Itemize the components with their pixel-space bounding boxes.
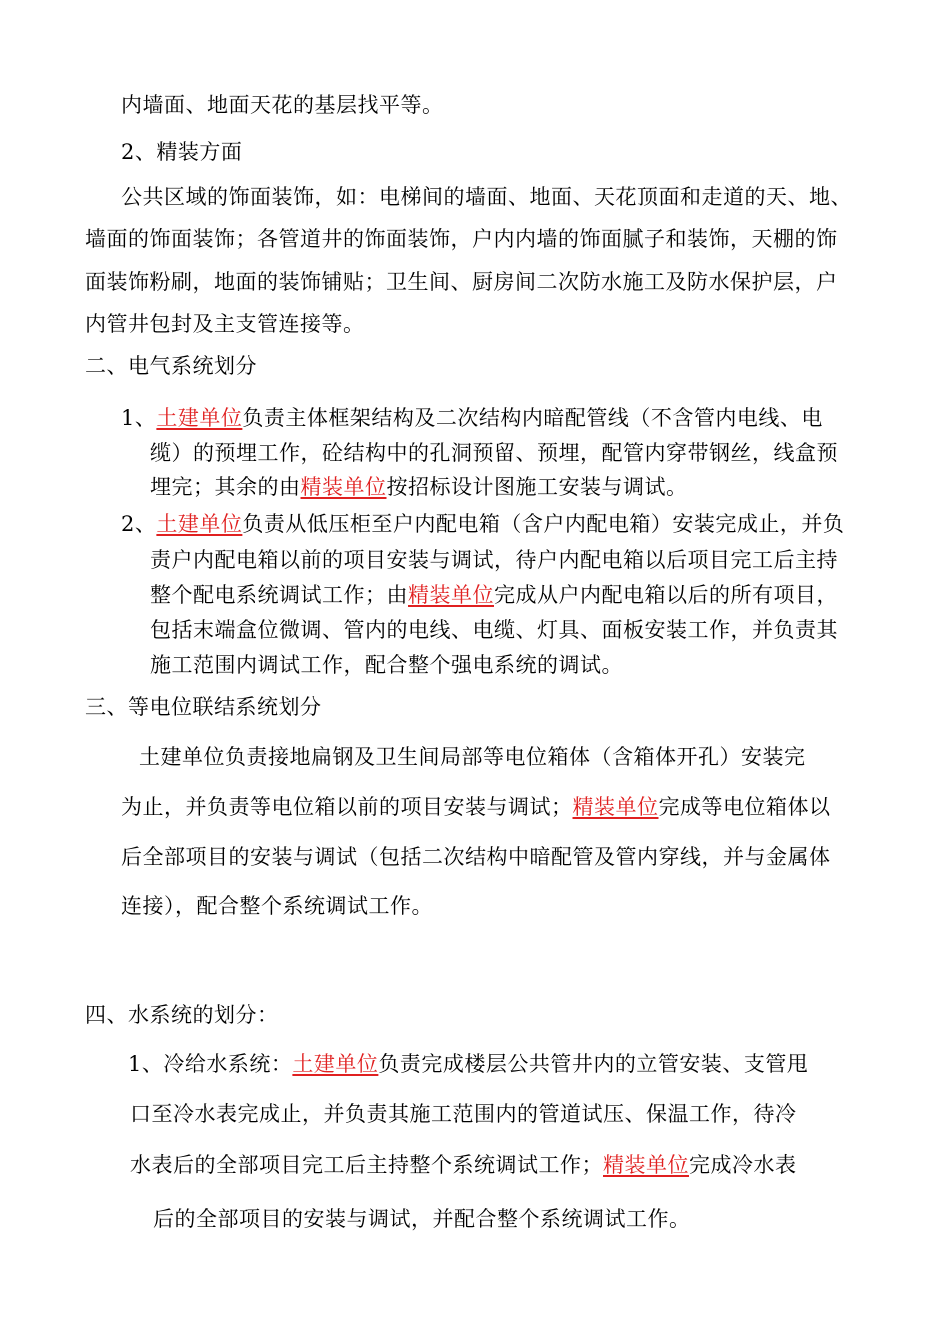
paragraph-line: 连接），配合整个系统调试工作。 [121,894,433,918]
list-item-line [121,510,844,538]
highlight-term: 土建单位 [292,1052,379,1076]
paragraph-line: 公共区域的饰面装饰，如：电梯间的墙面、地面、天花顶面和走道的天、地、 [121,185,852,209]
list-item-line: 口至冷水表完成止，并负责其施工范围内的管道试压、保温工作，待冷 [130,1102,797,1126]
list-item-line [128,1050,808,1078]
list-item-line: 施工范围内调试工作，配合整个强电系统的调试。 [150,653,623,677]
subsection-heading: 2、精装方面 [121,140,243,164]
highlight-term: 精装单位 [300,475,387,499]
text-run: 1、冷给水系统： [128,1052,293,1076]
list-item-line: 责户内配电箱以前的项目安装与调试，待户内配电箱以后项目完工后主持 [150,548,838,572]
paragraph-line: 土建单位负责接地扁钢及卫生间局部等电位箱体（含箱体开孔）安装完 [139,745,806,769]
list-item-line [130,1151,797,1179]
list-item-line [150,473,688,501]
paragraph-line: 后全部项目的安装与调试（包括二次结构中暗配管及管内穿线，并与金属体 [121,845,831,869]
highlight-term: 土建单位 [156,406,243,430]
paragraph-line: 内管井包封及主支管连接等。 [85,312,365,336]
list-item-line: 缆）的预埋工作，砼结构中的孔洞预留、预埋，配管内穿带钢丝，线盒预 [150,441,838,465]
list-item-line [150,581,838,609]
highlight-term: 土建单位 [156,512,243,536]
list-number: 2、 [121,512,157,536]
text-run: 完成从户内配电箱以后的所有项目， [494,583,838,607]
section-heading: 三、等电位联结系统划分 [85,695,322,719]
highlight-term: 精装单位 [603,1153,689,1177]
paragraph-line: 面装饰粉刷，地面的装饰铺贴；卫生间、厨房间二次防水施工及防水保护层，户 [85,270,838,294]
paragraph-line [121,793,831,821]
text-run: 负责完成楼层公共管井内的立管安装、支管甩 [378,1052,809,1076]
text-run: 负责从低压柜至户内配电箱（含户内配电箱）安装完成止，并负 [242,512,845,536]
highlight-term: 精装单位 [408,583,494,607]
text-run: 埋完；其余的由 [150,475,301,499]
section-heading: 二、电气系统划分 [85,354,257,378]
list-number: 1、 [121,406,157,430]
text-run: 整个配电系统调试工作；由 [150,583,408,607]
text-run: 负责主体框架结构及二次结构内暗配管线（不含管内电线、电 [242,406,823,430]
section-heading: 四、水系统的划分： [85,1003,279,1027]
paragraph-line: 内墙面、地面天花的基层找平等。 [121,93,444,117]
text-run: 水表后的全部项目完工后主持整个系统调试工作； [130,1153,603,1177]
list-item-line: 包括末端盒位微调、管内的电线、电缆、灯具、面板安装工作，并负责其 [150,618,838,642]
text-run: 完成冷水表 [689,1153,797,1177]
text-run: 完成等电位箱体以 [658,795,831,819]
list-item-line [121,404,823,432]
highlight-term: 精装单位 [572,795,659,819]
text-run: 为止，并负责等电位箱以前的项目安装与调试； [121,795,573,819]
list-item-line: 后的全部项目的安装与调试，并配合整个系统调试工作。 [153,1207,691,1231]
text-run: 按招标设计图施工安装与调试。 [386,475,688,499]
paragraph-line: 墙面的饰面装饰；各管道井的饰面装饰，户内内墙的饰面腻子和装饰，天棚的饰 [85,227,838,251]
